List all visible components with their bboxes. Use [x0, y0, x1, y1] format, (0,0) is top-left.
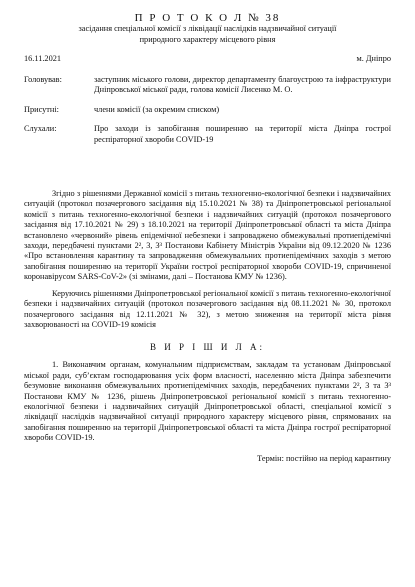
protocol-city: м. Дніпро [356, 54, 391, 63]
protocol-subtitle-line1: засідання спеціальної комісії з ліквідації наслідків надзвичайної ситуації [78, 24, 337, 33]
heard-text: Про заходи із запобігання поширенню на території міста Дніпра гострої респіраторної хвороби COVID-19 [94, 124, 391, 144]
chair-text: заступник міського голови, директор департаменту благоустрою та інфраструктури Дніпровської міської ради, голова комісії Лисенко М. О. [94, 75, 391, 95]
term-line: Термін: постійно на період карантину [257, 453, 391, 463]
protocol-date: 16.11.2021 [24, 54, 62, 63]
paragraph-resolution-1: 1. Виконавчим органам, комунальним підприємствам, закладам та установам Дніпровської міської ради, суб’єктам господарювання усіх форм власності, населенню міста Дніпра забезпечити безумовне виконання обмежувальних протиепідемічних заходів, передбачених пунктами 2², 3 та 3³ Постанови КМУ № 1236, рішень Дніпропетровської регіональної комісії з питань техногенно-екологічної безпеки і надзвичайних ситуацій Дніпропетровської області, спеціальної комісії з ліквідації наслідків надзвичайної ситуації природного характеру місцевого рівня, спрямованих на запобігання поширенню на території Дніпропетровської області та міста Дніпра гострої респіраторної хвороби COVID-19. [24, 360, 391, 443]
protocol-title: П Р О Т О К О Л № 38 [134, 12, 281, 24]
protocol-subtitle-line2: природного характеру місцевого рівня [139, 34, 276, 44]
date-city-row [24, 54, 391, 63]
paragraph-decisions-basis: Згідно з рішеннями Державної комісії з питань техногенно-екологічної безпеки і надзвичайних ситуацій (протокол позачергового засідання від 15.10.2021 № 38) та Дніпропетровської регіональної комісії з питань техногенно-екологічної безпеки і надзвичайних ситуацій (протокол позачергового засідання від 17.10.2021 № 29) з 18.10.2021 на території Дніпропетровської області та міста Дніпра встановлено «червоний» рівень епідемічної небезпеки і запроваджено обмежувальні протиепідемічні заходи, передбачені пунктами 2², 3, 3³ Постанови Кабінету Міністрів України від 09.12.2020 № 1236 «Про встановлення карантину та запровадження обмежувальних протиепідемічних заходів з метою запобігання поширенню на території України гострої респіраторної хвороби COVID-19, спричиненої коронавірусом SARS-CoV-2» (зі змінами, далі – Постанова КМУ № 1236). [24, 189, 391, 282]
chair-row [24, 75, 391, 96]
present-label: Присутні: [24, 104, 59, 114]
present-row [24, 105, 391, 115]
heard-row [24, 124, 391, 145]
paragraph-guided-by: Керуючись рішеннями Дніпропетровської регіональної комісії з питань техногенно-екологічної безпеки і надзвичайних ситуацій (протокол позачергового засідання від 08.11.2021 № 30, протокол позачергового засідання від 12.11.2021 № 32), з метою зниження на території міста рівня захворюваності на COVID-19 комісія [24, 288, 391, 329]
chair-label: Головував: [24, 75, 62, 84]
resolved-heading: В И Р І Ш И Л А: [150, 342, 265, 353]
heard-label: Слухали: [24, 124, 57, 134]
present-text: члени комісії (за окремим списком) [94, 104, 220, 114]
